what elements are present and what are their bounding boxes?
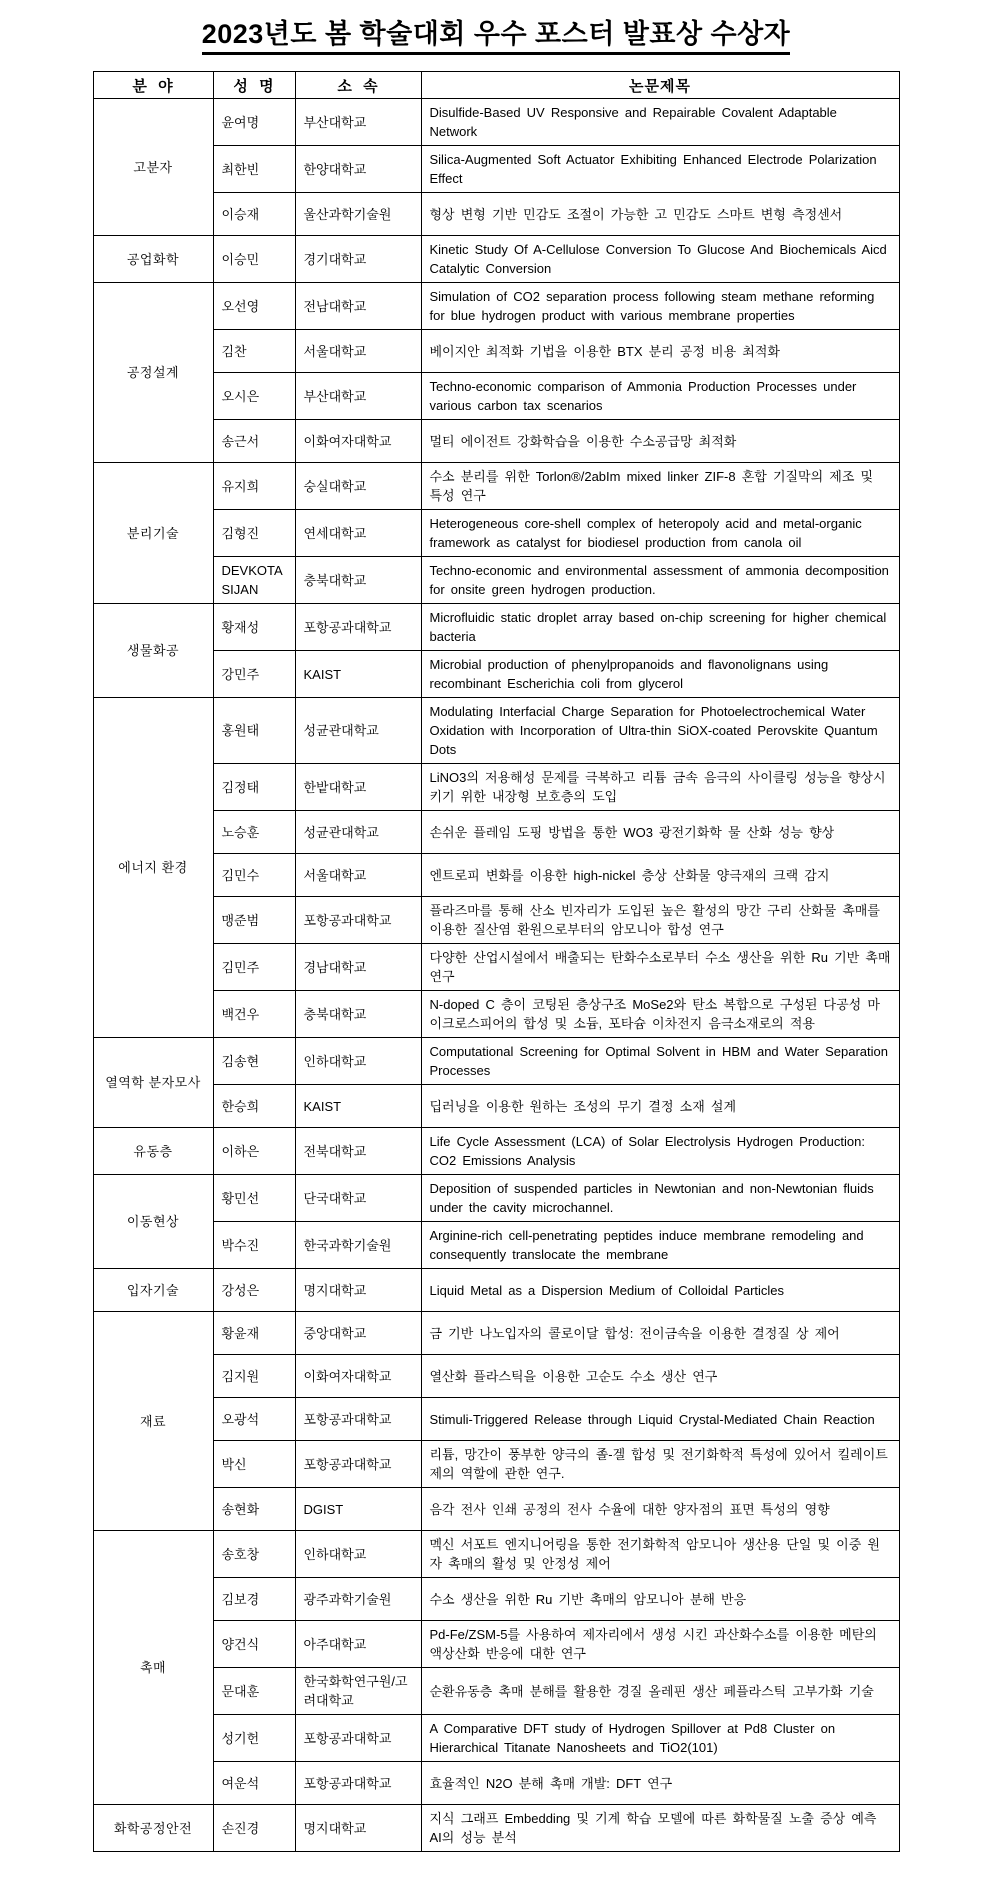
table-row bbox=[93, 1488, 899, 1531]
name-cell: 김민수 bbox=[213, 854, 295, 897]
paper-title-cell: 수소 분리를 위한 Torlon®/2abIm mixed linker ZIF-8 혼합 기질막의 제조 및 특성 연구 bbox=[421, 463, 899, 510]
paper-title-cell: 음각 전사 인쇄 공정의 전사 수율에 대한 양자점의 표면 특성의 영향 bbox=[421, 1488, 899, 1531]
paper-title-cell: Modulating Interfacial Charge Separation for Photoelectrochemical Water Oxidation with Incorporation of Ultra-thin SiOX-coated Perovskite Quantum Dots bbox=[421, 698, 899, 764]
paper-title-cell: 플라즈마를 통해 산소 빈자리가 도입된 높은 활성의 망간 구리 산화물 촉매를 이용한 질산염 환원으로부터의 암모니아 합성 연구 bbox=[421, 897, 899, 944]
table-row bbox=[93, 1621, 899, 1668]
table-row bbox=[93, 651, 899, 698]
table-row bbox=[93, 373, 899, 420]
affiliation-cell: 연세대학교 bbox=[295, 510, 421, 557]
table-row bbox=[93, 330, 899, 373]
table-row bbox=[93, 283, 899, 330]
table-row bbox=[93, 1668, 899, 1715]
name-cell: 김민주 bbox=[213, 944, 295, 991]
name-cell: 강성은 bbox=[213, 1269, 295, 1312]
name-cell: 이하은 bbox=[213, 1128, 295, 1175]
name-cell: 송현화 bbox=[213, 1488, 295, 1531]
paper-title-cell: 다양한 산업시설에서 배출되는 탄화수소로부터 수소 생산을 위한 Ru 기반 촉매 연구 bbox=[421, 944, 899, 991]
paper-title-cell: 수소 생산을 위한 Ru 기반 촉매의 암모니아 분해 반응 bbox=[421, 1578, 899, 1621]
field-cell: 입자기술 bbox=[93, 1269, 213, 1312]
table-row bbox=[93, 698, 899, 764]
paper-title-cell: Techno-economic comparison of Ammonia Production Processes under various carbon tax scenarios bbox=[421, 373, 899, 420]
table-row bbox=[93, 1531, 899, 1578]
affiliation-cell: 포항공과대학교 bbox=[295, 1762, 421, 1805]
name-cell: 이승민 bbox=[213, 236, 295, 283]
table-row bbox=[93, 236, 899, 283]
name-cell: 성기헌 bbox=[213, 1715, 295, 1762]
table-row bbox=[93, 193, 899, 236]
affiliation-cell: 중앙대학교 bbox=[295, 1312, 421, 1355]
table-row bbox=[93, 1128, 899, 1175]
name-cell: 황민선 bbox=[213, 1175, 295, 1222]
table-row bbox=[93, 1578, 899, 1621]
name-cell: DEVKOTA SIJAN bbox=[213, 557, 295, 604]
name-cell: 양건식 bbox=[213, 1621, 295, 1668]
winners-table-body bbox=[93, 99, 899, 1852]
affiliation-cell: 부산대학교 bbox=[295, 99, 421, 146]
affiliation-cell: DGIST bbox=[295, 1488, 421, 1531]
paper-title-cell: Techno-economic and environmental assessment of ammonia decomposition for onsite green hydrogen production. bbox=[421, 557, 899, 604]
affiliation-cell: 전남대학교 bbox=[295, 283, 421, 330]
affiliation-cell: 충북대학교 bbox=[295, 557, 421, 604]
name-cell: 김송현 bbox=[213, 1038, 295, 1085]
table-row bbox=[93, 1085, 899, 1128]
paper-title-cell: 효율적인 N2O 분해 촉매 개발: DFT 연구 bbox=[421, 1762, 899, 1805]
affiliation-cell: 경기대학교 bbox=[295, 236, 421, 283]
name-cell: 박신 bbox=[213, 1441, 295, 1488]
affiliation-cell: KAIST bbox=[295, 651, 421, 698]
table-row bbox=[93, 1312, 899, 1355]
affiliation-cell: 단국대학교 bbox=[295, 1175, 421, 1222]
affiliation-cell: 충북대학교 bbox=[295, 991, 421, 1038]
table-row bbox=[93, 420, 899, 463]
page-title: 2023년도 봄 학술대회 우수 포스터 발표상 수상자 bbox=[0, 12, 992, 55]
header-row bbox=[93, 72, 899, 99]
affiliation-cell: 성균관대학교 bbox=[295, 811, 421, 854]
paper-title-cell: Deposition of suspended particles in Newtonian and non-Newtonian fluids under the cavity microchannel. bbox=[421, 1175, 899, 1222]
field-cell: 고분자 bbox=[93, 99, 213, 236]
field-cell: 재료 bbox=[93, 1312, 213, 1531]
paper-title-cell: 열산화 플라스틱을 이용한 고순도 수소 생산 연구 bbox=[421, 1355, 899, 1398]
paper-title-cell: 순환유동층 촉매 분해를 활용한 경질 올레핀 생산 페플라스틱 고부가화 기술 bbox=[421, 1668, 899, 1715]
paper-title-cell: Simulation of CO2 separation process following steam methane reforming for blue hydrogen product with various membrane properties bbox=[421, 283, 899, 330]
name-cell: 김형진 bbox=[213, 510, 295, 557]
affiliation-cell: 이화여자대학교 bbox=[295, 420, 421, 463]
winners-table-header bbox=[93, 72, 899, 99]
affiliation-cell: 한국과학기술원 bbox=[295, 1222, 421, 1269]
name-cell: 오선영 bbox=[213, 283, 295, 330]
name-cell: 최한빈 bbox=[213, 146, 295, 193]
paper-title-cell: Microfluidic static droplet array based on-chip screening for higher chemical bacteria bbox=[421, 604, 899, 651]
name-cell: 박수진 bbox=[213, 1222, 295, 1269]
table-row bbox=[93, 1398, 899, 1441]
name-cell: 이승재 bbox=[213, 193, 295, 236]
paper-title-cell: Heterogeneous core-shell complex of heteropoly acid and metal-organic framework as catalyst for biodiesel production from canola oil bbox=[421, 510, 899, 557]
affiliation-cell: 경남대학교 bbox=[295, 944, 421, 991]
field-cell: 열역학 분자모사 bbox=[93, 1038, 213, 1128]
table-row bbox=[93, 944, 899, 991]
paper-title-cell: Computational Screening for Optimal Solvent in HBM and Water Separation Processes bbox=[421, 1038, 899, 1085]
table-row bbox=[93, 1805, 899, 1852]
name-cell: 김정태 bbox=[213, 764, 295, 811]
table-row bbox=[93, 1762, 899, 1805]
affiliation-cell: 명지대학교 bbox=[295, 1805, 421, 1852]
paper-title-cell: 엔트로피 변화를 이용한 high-nickel 층상 산화물 양극재의 크랙 감지 bbox=[421, 854, 899, 897]
column-header-field: 분 야 bbox=[93, 72, 213, 99]
paper-title-cell: 멀티 에이전트 강화학습을 이용한 수소공급망 최적화 bbox=[421, 420, 899, 463]
name-cell: 한승희 bbox=[213, 1085, 295, 1128]
field-cell: 에너지 환경 bbox=[93, 698, 213, 1038]
table-row bbox=[93, 1269, 899, 1312]
paper-title-cell: 금 기반 나노입자의 콜로이달 합성: 전이금속을 이용한 결정질 상 제어 bbox=[421, 1312, 899, 1355]
table-row bbox=[93, 1038, 899, 1085]
affiliation-cell: 포항공과대학교 bbox=[295, 1398, 421, 1441]
table-row bbox=[93, 1715, 899, 1762]
table-row bbox=[93, 146, 899, 193]
paper-title-cell: 리튬, 망간이 풍부한 양극의 졸-겔 합성 및 전기화학적 특성에 있어서 킬레이트제의 역할에 관한 연구. bbox=[421, 1441, 899, 1488]
table-row bbox=[93, 1222, 899, 1269]
name-cell: 김찬 bbox=[213, 330, 295, 373]
column-header-name: 성 명 bbox=[213, 72, 295, 99]
name-cell: 홍원태 bbox=[213, 698, 295, 764]
affiliation-cell: 한국화학연구원/고려대학교 bbox=[295, 1668, 421, 1715]
field-cell: 화학공정안전 bbox=[93, 1805, 213, 1852]
name-cell: 황재성 bbox=[213, 604, 295, 651]
affiliation-cell: 성균관대학교 bbox=[295, 698, 421, 764]
table-row bbox=[93, 463, 899, 510]
name-cell: 강민주 bbox=[213, 651, 295, 698]
name-cell: 송근서 bbox=[213, 420, 295, 463]
table-row bbox=[93, 854, 899, 897]
name-cell: 손진경 bbox=[213, 1805, 295, 1852]
table-row bbox=[93, 99, 899, 146]
paper-title-cell: N-doped C 층이 코팅된 층상구조 MoSe2와 탄소 복합으로 구성된 다공성 마이크로스피어의 합성 및 소듐, 포타슘 이차전지 음극소재로의 적용 bbox=[421, 991, 899, 1038]
field-cell: 생물화공 bbox=[93, 604, 213, 698]
field-cell: 촉매 bbox=[93, 1531, 213, 1805]
paper-title-cell: Disulfide-Based UV Responsive and Repairable Covalent Adaptable Network bbox=[421, 99, 899, 146]
name-cell: 여운석 bbox=[213, 1762, 295, 1805]
name-cell: 백건우 bbox=[213, 991, 295, 1038]
paper-title-cell: 손쉬운 플레임 도핑 방법을 통한 WO3 광전기화학 물 산화 성능 향상 bbox=[421, 811, 899, 854]
affiliation-cell: 울산과학기술원 bbox=[295, 193, 421, 236]
affiliation-cell: 광주과학기술원 bbox=[295, 1578, 421, 1621]
affiliation-cell: 한밭대학교 bbox=[295, 764, 421, 811]
table-row bbox=[93, 1441, 899, 1488]
table-row bbox=[93, 991, 899, 1038]
paper-title-cell: Arginine-rich cell-penetrating peptides induce membrane remodeling and consequently translocate the membrane bbox=[421, 1222, 899, 1269]
affiliation-cell: 포항공과대학교 bbox=[295, 604, 421, 651]
affiliation-cell: 명지대학교 bbox=[295, 1269, 421, 1312]
paper-title-cell: Liquid Metal as a Dispersion Medium of Colloidal Particles bbox=[421, 1269, 899, 1312]
column-header-affiliation: 소 속 bbox=[295, 72, 421, 99]
table-row bbox=[93, 604, 899, 651]
name-cell: 맹준범 bbox=[213, 897, 295, 944]
field-cell: 유동층 bbox=[93, 1128, 213, 1175]
paper-title-cell: 딥러닝을 이용한 원하는 조성의 무기 결정 소재 설계 bbox=[421, 1085, 899, 1128]
paper-title-cell: Microbial production of phenylpropanoids and flavonolignans using recombinant Escherichia coli from glycerol bbox=[421, 651, 899, 698]
paper-title-cell: 지식 그래프 Embedding 및 기계 학습 모델에 따른 화학물질 노출 증상 예측 AI의 성능 분석 bbox=[421, 1805, 899, 1852]
table-row bbox=[93, 897, 899, 944]
affiliation-cell: 포항공과대학교 bbox=[295, 1441, 421, 1488]
winners-table bbox=[93, 71, 900, 1852]
field-cell: 분리기술 bbox=[93, 463, 213, 604]
name-cell: 오시은 bbox=[213, 373, 295, 420]
affiliation-cell: 포항공과대학교 bbox=[295, 1715, 421, 1762]
column-header-paper-title: 논문제목 bbox=[421, 72, 899, 99]
paper-title-cell: Stimuli-Triggered Release through Liquid Crystal-Mediated Chain Reaction bbox=[421, 1398, 899, 1441]
affiliation-cell: 포항공과대학교 bbox=[295, 897, 421, 944]
affiliation-cell: 숭실대학교 bbox=[295, 463, 421, 510]
paper-title-cell: Silica-Augmented Soft Actuator Exhibiting Enhanced Electrode Polarization Effect bbox=[421, 146, 899, 193]
field-cell: 공업화학 bbox=[93, 236, 213, 283]
affiliation-cell: 이화여자대학교 bbox=[295, 1355, 421, 1398]
table-row bbox=[93, 510, 899, 557]
affiliation-cell: 인하대학교 bbox=[295, 1531, 421, 1578]
field-cell: 이동현상 bbox=[93, 1175, 213, 1269]
name-cell: 송호창 bbox=[213, 1531, 295, 1578]
affiliation-cell: 부산대학교 bbox=[295, 373, 421, 420]
paper-title-cell: A Comparative DFT study of Hydrogen Spillover at Pd8 Cluster on Hierarchical Titanate Nanosheets and TiO2(101) bbox=[421, 1715, 899, 1762]
paper-title-cell: Pd-Fe/ZSM-5를 사용하여 제자리에서 생성 시킨 과산화수소를 이용한 메탄의 액상산화 반응에 대한 연구 bbox=[421, 1621, 899, 1668]
table-row bbox=[93, 811, 899, 854]
table-row bbox=[93, 764, 899, 811]
affiliation-cell: 서울대학교 bbox=[295, 330, 421, 373]
table-row bbox=[93, 557, 899, 604]
affiliation-cell: 전북대학교 bbox=[295, 1128, 421, 1175]
paper-title-cell: Kinetic Study Of A-Cellulose Conversion To Glucose And Biochemicals Aicd Catalytic Conversion bbox=[421, 236, 899, 283]
affiliation-cell: KAIST bbox=[295, 1085, 421, 1128]
name-cell: 윤여명 bbox=[213, 99, 295, 146]
paper-title-cell: 멕신 서포트 엔지니어링을 통한 전기화학적 암모니아 생산용 단일 및 이중 원자 촉매의 활성 및 안정성 제어 bbox=[421, 1531, 899, 1578]
affiliation-cell: 서울대학교 bbox=[295, 854, 421, 897]
paper-title-cell: Life Cycle Assessment (LCA) of Solar Electrolysis Hydrogen Production: CO2 Emissions Analysis bbox=[421, 1128, 899, 1175]
name-cell: 김지원 bbox=[213, 1355, 295, 1398]
name-cell: 노승훈 bbox=[213, 811, 295, 854]
table-row bbox=[93, 1355, 899, 1398]
affiliation-cell: 아주대학교 bbox=[295, 1621, 421, 1668]
name-cell: 문대훈 bbox=[213, 1668, 295, 1715]
affiliation-cell: 한양대학교 bbox=[295, 146, 421, 193]
paper-title-cell: LiNO3의 저용해성 문제를 극복하고 리튬 금속 음극의 사이클링 성능을 향상시키기 위한 내장형 보호층의 도입 bbox=[421, 764, 899, 811]
field-cell: 공정설계 bbox=[93, 283, 213, 463]
affiliation-cell: 인하대학교 bbox=[295, 1038, 421, 1085]
paper-title-cell: 형상 변형 기반 민감도 조절이 가능한 고 민감도 스마트 변형 측정센서 bbox=[421, 193, 899, 236]
name-cell: 유지희 bbox=[213, 463, 295, 510]
name-cell: 황윤재 bbox=[213, 1312, 295, 1355]
name-cell: 김보경 bbox=[213, 1578, 295, 1621]
table-row bbox=[93, 1175, 899, 1222]
name-cell: 오광석 bbox=[213, 1398, 295, 1441]
paper-title-cell: 베이지안 최적화 기법을 이용한 BTX 분리 공정 비용 최적화 bbox=[421, 330, 899, 373]
